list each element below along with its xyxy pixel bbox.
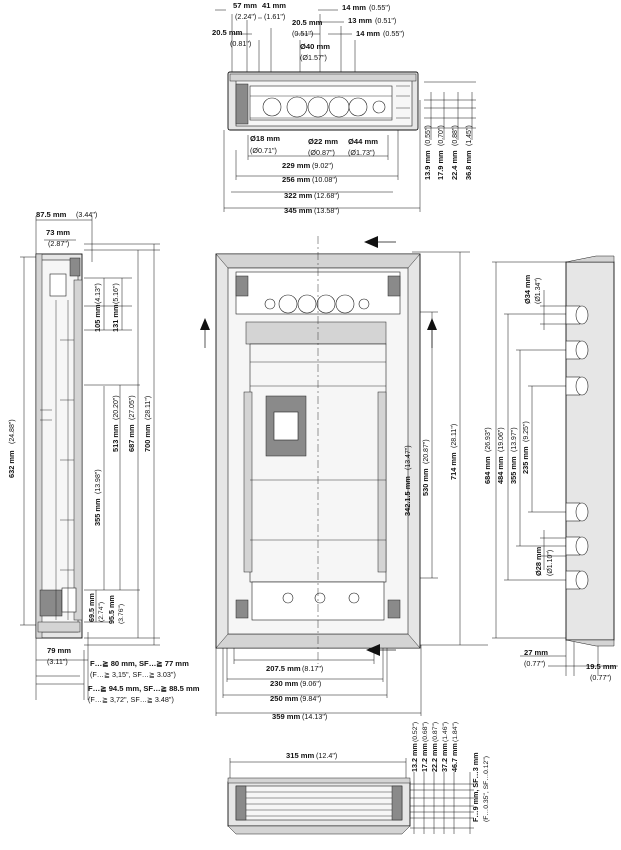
svg-text:(Ø1.57"): (Ø1.57") [300,53,327,62]
svg-text:27 mm: 27 mm [524,648,549,657]
dim-label-95-5mm [107,595,125,624]
svg-text:632 mm: 632 mm [7,450,16,478]
svg-text:36.8 mm: 36.8 mm [464,150,473,180]
svg-text:(Ø0.87"): (Ø0.87") [308,148,335,157]
dim-label-22-4mm [450,125,459,180]
svg-text:14 mm: 14 mm [356,29,381,38]
dim-label-235mm [521,421,530,474]
svg-text:(0.55"): (0.55") [425,125,432,146]
svg-text:(2.74"): (2.74") [98,601,105,622]
svg-text:(24.88"): (24.88") [9,419,16,444]
clearance-note-bottom [471,753,490,823]
svg-text:(Ø0.71"): (Ø0.71") [250,146,277,155]
svg-text:315 mm: 315 mm [286,751,315,760]
svg-text:F…9 mm, SF…3 mm: F…9 mm, SF…3 mm [471,752,480,822]
svg-text:13 mm: 13 mm [348,16,373,25]
dim-label-229mm [282,161,333,170]
dim-label-230mm [270,679,321,688]
svg-text:(F…≧ 3,72", SF…≧ 3.48"): (F…≧ 3,72", SF…≧ 3.48") [88,695,174,704]
svg-text:(13.97"): (13.97") [511,427,518,452]
svg-text:700 mm: 700 mm [143,424,152,452]
dim-label-700mm [143,396,152,452]
svg-text:(0.77"): (0.77") [590,673,612,682]
svg-text:(14.13"): (14.13") [302,712,328,721]
svg-text:(10.08"): (10.08") [312,175,338,184]
svg-text:(0.70"): (0.70") [438,125,445,146]
dim-label-46-7mm [450,722,459,772]
svg-text:(F…0.35", SF…0.12"): (F…0.35", SF…0.12") [483,755,490,822]
svg-text:345 mm: 345 mm [284,206,313,215]
svg-text:Ø28 mm: Ø28 mm [534,546,543,576]
svg-text:(0.55"): (0.55") [383,29,405,38]
dim-label-20-5mm-b [292,18,323,38]
dim-label-256mm [282,175,337,184]
svg-text:Ø34 mm: Ø34 mm [523,274,532,304]
svg-text:17.2 mm: 17.2 mm [420,743,429,772]
svg-text:342.1.5 mm: 342.1.5 mm [403,476,412,516]
dim-label-322mm [284,191,339,200]
svg-text:714 mm: 714 mm [449,452,458,480]
svg-text:(19.06"): (19.06") [498,427,505,452]
svg-text:359 mm: 359 mm [272,712,301,721]
dim-label-79mm [47,646,71,666]
svg-text:131 mm: 131 mm [111,304,120,332]
svg-text:(1.61"): (1.61") [264,12,286,21]
svg-text:(3.44"): (3.44") [76,210,98,219]
svg-text:(27.05"): (27.05") [129,395,136,420]
svg-text:(0.88"): (0.88") [452,125,459,146]
svg-text:F…≧ 80 mm, SF…≧ 77 mm: F…≧ 80 mm, SF…≧ 77 mm [90,659,189,668]
svg-text:19.5 mm: 19.5 mm [586,662,617,671]
svg-text:(9.84"): (9.84") [300,694,322,703]
svg-text:355 mm: 355 mm [509,456,518,484]
svg-text:69.5 mm: 69.5 mm [87,593,96,622]
svg-text:(F…≧ 3,15", SF…≧ 3.03"): (F…≧ 3,15", SF…≧ 3.03") [90,670,176,679]
svg-text:(8.17"): (8.17") [302,664,324,673]
svg-text:20.5 mm: 20.5 mm [212,28,243,37]
dim-label-dia-40mm [300,42,330,62]
dim-label-17-9mm [436,125,445,180]
svg-text:13.2 mm: 13.2 mm [410,743,419,772]
dim-label-19-5mm [586,662,617,682]
dim-label-20-5mm-a [212,28,251,48]
svg-text:14 mm: 14 mm [342,3,367,12]
svg-text:530 mm: 530 mm [421,468,430,496]
svg-text:250 mm: 250 mm [270,694,299,703]
svg-text:(20.20"): (20.20") [113,395,120,420]
svg-text:(0.51"): (0.51") [292,29,314,38]
svg-text:355 mm: 355 mm [93,498,102,526]
dim-label-73mm [46,228,70,248]
dim-label-250mm [270,694,321,703]
svg-text:(13.98"): (13.98") [95,469,102,494]
svg-text:22.4 mm: 22.4 mm [450,150,459,180]
svg-text:13.9 mm: 13.9 mm [423,150,432,180]
svg-text:(0.87"): (0.87") [432,721,439,742]
dim-label-14mm-b [356,29,404,38]
svg-text:Ø22 mm: Ø22 mm [308,137,338,146]
svg-text:484 mm: 484 mm [496,456,505,484]
dim-label-355mm-right [509,427,518,484]
dim-label-13mm [348,16,396,25]
svg-text:(3.11"): (3.11") [47,657,68,666]
svg-text:322 mm: 322 mm [284,191,313,200]
dim-label-dia-18mm [250,134,280,155]
svg-text:37.2 mm: 37.2 mm [440,743,449,772]
dim-label-27mm [524,648,548,668]
svg-text:(20.87"): (20.87") [423,439,430,464]
svg-text:105 mm: 105 mm [93,304,102,332]
svg-text:(0.81"): (0.81") [230,39,252,48]
dim-label-131mm [111,283,120,332]
front-view [200,236,488,716]
svg-text:22.2 mm: 22.2 mm [430,743,439,772]
clearance-note-2 [88,684,200,704]
dim-label-632mm [7,419,16,478]
svg-text:256 mm: 256 mm [282,175,311,184]
dim-label-37-2mm [440,722,449,772]
svg-text:(3.76"): (3.76") [118,603,125,624]
dim-label-dia-34mm [523,274,542,304]
svg-text:230 mm: 230 mm [270,679,299,688]
dim-label-36-8mm [464,125,473,180]
svg-text:(28.11"): (28.11") [145,395,152,420]
dim-label-342mm [403,445,412,516]
dim-label-17-2mm [420,722,429,772]
dim-label-105mm [93,283,102,332]
dim-label-dia-22mm [308,137,338,157]
svg-text:(0.77"): (0.77") [524,659,546,668]
svg-text:(Ø1.10"): (Ø1.10") [547,549,554,576]
svg-text:(1.46"): (1.46") [442,721,449,742]
svg-text:Ø40 mm: Ø40 mm [300,42,330,51]
svg-text:(Ø1.73"): (Ø1.73") [348,148,375,157]
left-side-view [20,216,160,700]
svg-text:(0.55"): (0.55") [369,3,391,12]
dim-label-13-9mm [423,125,432,180]
dim-label-684mm [483,427,492,484]
svg-text:(9.02"): (9.02") [312,161,334,170]
dim-label-359mm [272,712,327,721]
svg-text:(28.11"): (28.11") [451,423,458,448]
svg-text:229 mm: 229 mm [282,161,311,170]
svg-text:(13.58"): (13.58") [314,206,340,215]
dim-label-13-2mm [410,722,419,772]
svg-text:(0.52"): (0.52") [412,721,419,742]
svg-text:(12.4"): (12.4") [316,751,338,760]
svg-text:(Ø1.34"): (Ø1.34") [535,277,542,304]
svg-text:17.9 mm: 17.9 mm [436,150,445,180]
svg-text:(0.68"): (0.68") [422,721,429,742]
dim-label-87-5mm [36,210,97,219]
svg-text:(26.93"): (26.93") [485,427,492,452]
dim-label-41mm [262,1,286,21]
svg-text:(4.13"): (4.13") [95,283,102,304]
svg-text:(5.16"): (5.16") [113,283,120,304]
svg-text:95.5 mm: 95.5 mm [107,595,116,624]
svg-text:57 mm: 57 mm [233,1,258,10]
dim-label-dia-44mm [348,137,378,157]
dim-label-315mm [286,751,337,760]
dim-label-484mm [496,427,505,484]
svg-text:235 mm: 235 mm [521,446,530,474]
svg-text:(12.68"): (12.68") [314,191,340,200]
svg-text:Ø44 mm: Ø44 mm [348,137,378,146]
dim-label-14mm-a [342,3,390,12]
svg-text:20.5 mm: 20.5 mm [292,18,323,27]
svg-text:687 mm: 687 mm [127,424,136,452]
dim-label-714mm [449,424,458,480]
dim-label-355mm [93,469,102,526]
svg-text:207.5 mm: 207.5 mm [266,664,301,673]
svg-text:(1.84"): (1.84") [452,721,459,742]
svg-text:(0.51"): (0.51") [375,16,397,25]
svg-text:(2.87"): (2.87") [48,239,70,248]
svg-text:73 mm: 73 mm [46,228,71,237]
dim-label-207-5mm [266,664,323,673]
dim-label-22-2mm [430,722,439,772]
svg-text:(9.06"): (9.06") [300,679,322,688]
dim-label-513mm [111,395,120,452]
clearance-note-1 [90,659,189,679]
svg-text:(13.47"): (13.47") [405,445,412,470]
svg-text:(1.45"): (1.45") [466,125,473,146]
svg-text:87.5 mm: 87.5 mm [36,210,67,219]
dim-label-687mm [127,395,136,452]
svg-text:41 mm: 41 mm [262,1,287,10]
svg-text:Ø18 mm: Ø18 mm [250,134,280,143]
svg-text:79 mm: 79 mm [47,646,72,655]
svg-text:(2.24"): (2.24") [235,12,257,21]
top-view [215,10,476,212]
svg-text:F…≧ 94.5 mm, SF…≧ 88.5 mm: F…≧ 94.5 mm, SF…≧ 88.5 mm [88,684,200,693]
dim-label-57mm [233,1,257,21]
dim-label-345mm [284,206,339,215]
dim-label-530mm [421,439,430,496]
svg-text:684 mm: 684 mm [483,456,492,484]
svg-text:46.7 mm: 46.7 mm [450,743,459,772]
svg-text:513 mm: 513 mm [111,424,120,452]
svg-text:(9.25"): (9.25") [523,421,530,442]
